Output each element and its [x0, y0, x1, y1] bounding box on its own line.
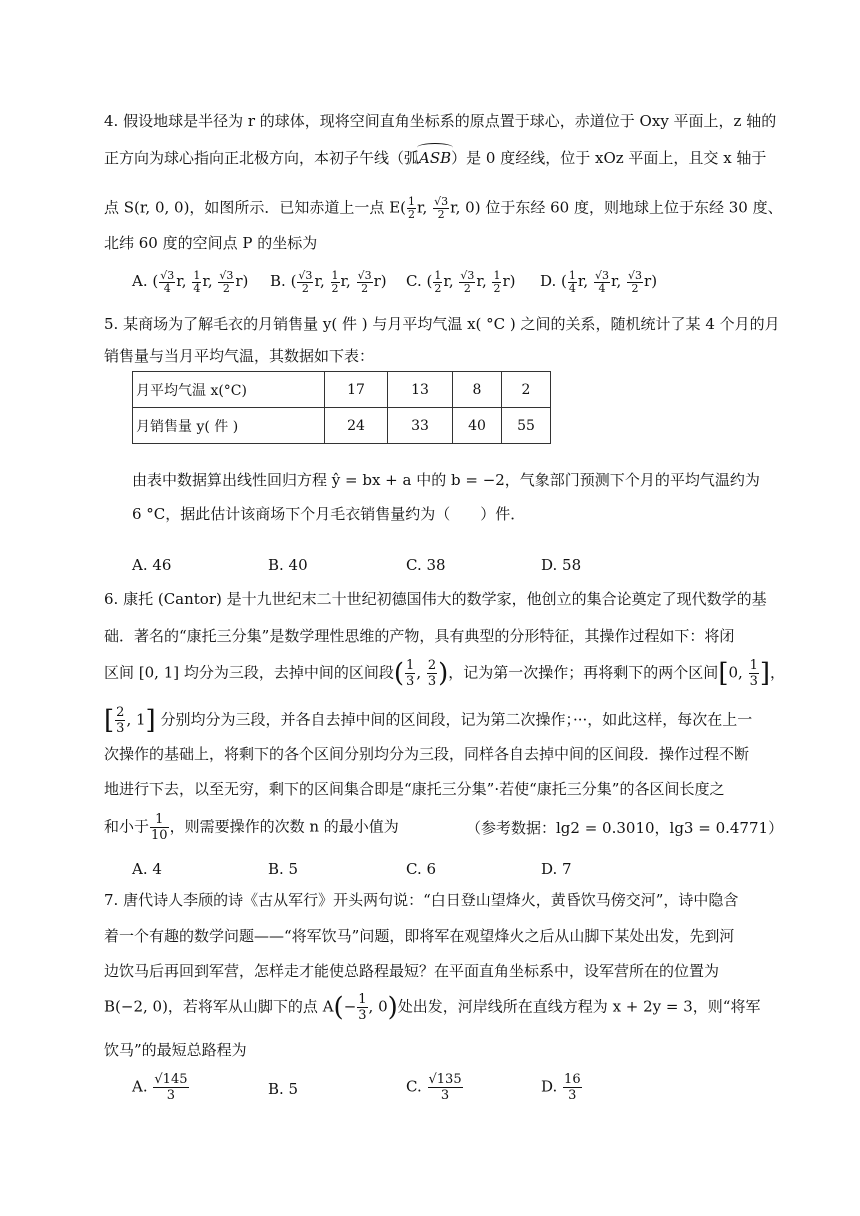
table-cell: 40 — [453, 408, 502, 444]
q4-option-d[interactable]: D. ( $\frac{1}{4}$ r, $\frac{√3}{4}$ r, $\frac{√3}{2}$ r) — [540, 268, 658, 295]
table-header-sales: 月销售量 y( 件 ) — [133, 408, 325, 444]
q5-option-c[interactable]: C. 38 — [406, 556, 446, 574]
q7-line1: 7. 唐代诗人李颀的诗《古从军行》开头两句说：“白日登山望烽火，黄昏饮马傍交河”，诗中隐含 — [104, 891, 739, 909]
table-cell: 17 — [325, 372, 388, 408]
q7-options — [132, 1072, 732, 1106]
table-header-temperature: 月平均气温 x(°C) — [133, 372, 325, 408]
q7-option-c[interactable]: C. $\frac{√135}{3}$ — [406, 1072, 462, 1103]
q5-options — [132, 552, 732, 578]
q6-option-a[interactable]: A. 4 — [132, 860, 162, 878]
q4-option-b[interactable]: B. ( $\frac{√3}{2}$ r, $\frac{1}{2}$ r, $\frac{√3}{2}$ r) — [270, 268, 387, 295]
q5-option-a[interactable]: A. 46 — [132, 556, 172, 574]
q7-option-b[interactable]: B. 5 — [268, 1080, 299, 1098]
q7-line5: 饮马”的最短总路程为 — [104, 1041, 247, 1059]
table-cell: 8 — [453, 372, 502, 408]
q4-line2 — [104, 147, 766, 169]
q6-reference-data: （参考数据：lg2 = 0.3010，lg3 = 0.4771） — [466, 819, 784, 837]
table-cell: 13 — [388, 372, 453, 408]
q4-options — [132, 268, 712, 300]
q4-line4: 北纬 60 度的空间点 P 的坐标为 — [104, 234, 318, 252]
q6-option-c[interactable]: C. 6 — [406, 860, 437, 878]
q4-line3-b: r, 0) 位于东经 60 度，则地球上位于东经 30 度、 — [450, 198, 783, 217]
q5-text2: 6 °C，据此估计该商场下个月毛衣销售量约为（ ）件． — [132, 505, 526, 523]
q6-option-d[interactable]: D. 7 — [541, 860, 572, 878]
fraction: $\frac{1}{2}$ — [408, 195, 416, 221]
table-cell: 33 — [388, 408, 453, 444]
q6-line5: 次操作的基础上，将剩下的各个区间分别均分为三段，同样各自去掉中间的区间段．操作过程不断 — [104, 745, 750, 763]
q4-line2-a: 正方向为球心指向正北极方向，本初子午线（弧 — [104, 149, 420, 167]
q7-option-d[interactable]: D. $\frac{16}{3}$ — [541, 1072, 581, 1103]
q5-option-b[interactable]: B. 40 — [268, 556, 308, 574]
q6-options — [132, 856, 732, 882]
q7-line4: B(−2, 0)，若将军从山脚下的点 A(− $\frac{1}{3}$ , 0)处出发，河岸线所在直线方程为 x + 2y = 3，则“将军 — [104, 992, 761, 1023]
q4-line3: 点 S(r, 0, 0)，如图所示．已知赤道上一点 E( $\frac{1}{2}$ r, $\frac{√3}{2}$ r, 0) 位于东经 60 度，则地球上位于东经 30 度、 — [104, 195, 783, 221]
q7-line2: 着一个有趣的数学问题——“将军饮马”问题，即将军在观望烽火之后从山脚下某处出发，先到河 — [104, 927, 735, 945]
q6-line4: [ $\frac{2}{3}$ , 1] 分别均分为三段，并各自去掉中间的区间段，记为第二次操作；···，如此这样，每次在上一 — [104, 705, 753, 736]
arc-asb: ASB — [419, 149, 452, 167]
table-row — [133, 372, 551, 408]
table-cell: 55 — [502, 408, 551, 444]
table-cell: 24 — [325, 408, 388, 444]
q7-line3: 边饮马后再回到军营，怎样走才能使总路程最短？在平面直角坐标系中，设军营所在的位置为 — [104, 962, 720, 980]
q6-line3: 区间 [0, 1] 均分为三段，去掉中间的区间段( $\frac{1}{3}$ , $\frac{2}{3}$ )，记为第一次操作；再将剩下的两个区间[0, $\frac{1}{3}$ ]， — [104, 658, 786, 689]
q4-line2-b: ）是 0 度经线，位于 xOz 平面上，且交 x 轴于 — [451, 149, 767, 167]
table-cell: 2 — [502, 372, 551, 408]
q4-line3-a: 点 S(r, 0, 0)，如图所示．已知赤道上一点 E( — [104, 198, 407, 217]
q6-line7: 和小于 $\frac{1}{10}$ ，则需要操作的次数 n 的最小值为 — [104, 812, 399, 843]
table-row — [133, 408, 551, 444]
q4-line1: 4. 假设地球是半径为 r 的球体，现将空间直角坐标系的原点置于球心，赤道位于 Oxy 平面上，z 轴的 — [104, 112, 777, 130]
q5-option-d[interactable]: D. 58 — [541, 556, 582, 574]
data-table — [132, 371, 551, 444]
q6-line1: 6. 康托 (Cantor) 是十九世纪末二十世纪初德国伟大的数学家，他创立的集合论奠定了现代数学的基 — [104, 590, 767, 608]
q4-option-c[interactable]: C. ( $\frac{1}{2}$ r, $\frac{√3}{2}$ r, $\frac{1}{2}$ r) — [406, 268, 516, 295]
q5-line1: 5. 某商场为了解毛衣的月销售量 y( 件 ) 与月平均气温 x( °C ) 之间的关系，随机统计了某 4 个月的月 — [104, 315, 780, 333]
q7-option-a[interactable]: A. $\frac{√145}{3}$ — [132, 1072, 188, 1103]
q5-line2: 销售量与当月平均气温，其数据如下表： — [104, 347, 375, 365]
q5-text1: 由表中数据算出线性回归方程 ŷ = bx + a 中的 b = −2，气象部门预测下个月的平均气温约为 — [132, 471, 760, 489]
q6-line6: 地进行下去，以至无穷，剩下的区间集合即是“康托三分集”·若使“康托三分集”的各区间长度之 — [104, 780, 725, 798]
q6-option-b[interactable]: B. 5 — [268, 860, 299, 878]
fraction: $\frac{√3}{2}$ — [434, 195, 449, 221]
q4-option-a[interactable]: A. ( $\frac{√3}{4}$ r, $\frac{1}{4}$ r, $\frac{√3}{2}$ r) — [132, 268, 249, 295]
q6-line2: 础．著名的“康托三分集”是数学理性思维的产物，具有典型的分形特征，其操作过程如下：将闭 — [104, 627, 735, 645]
